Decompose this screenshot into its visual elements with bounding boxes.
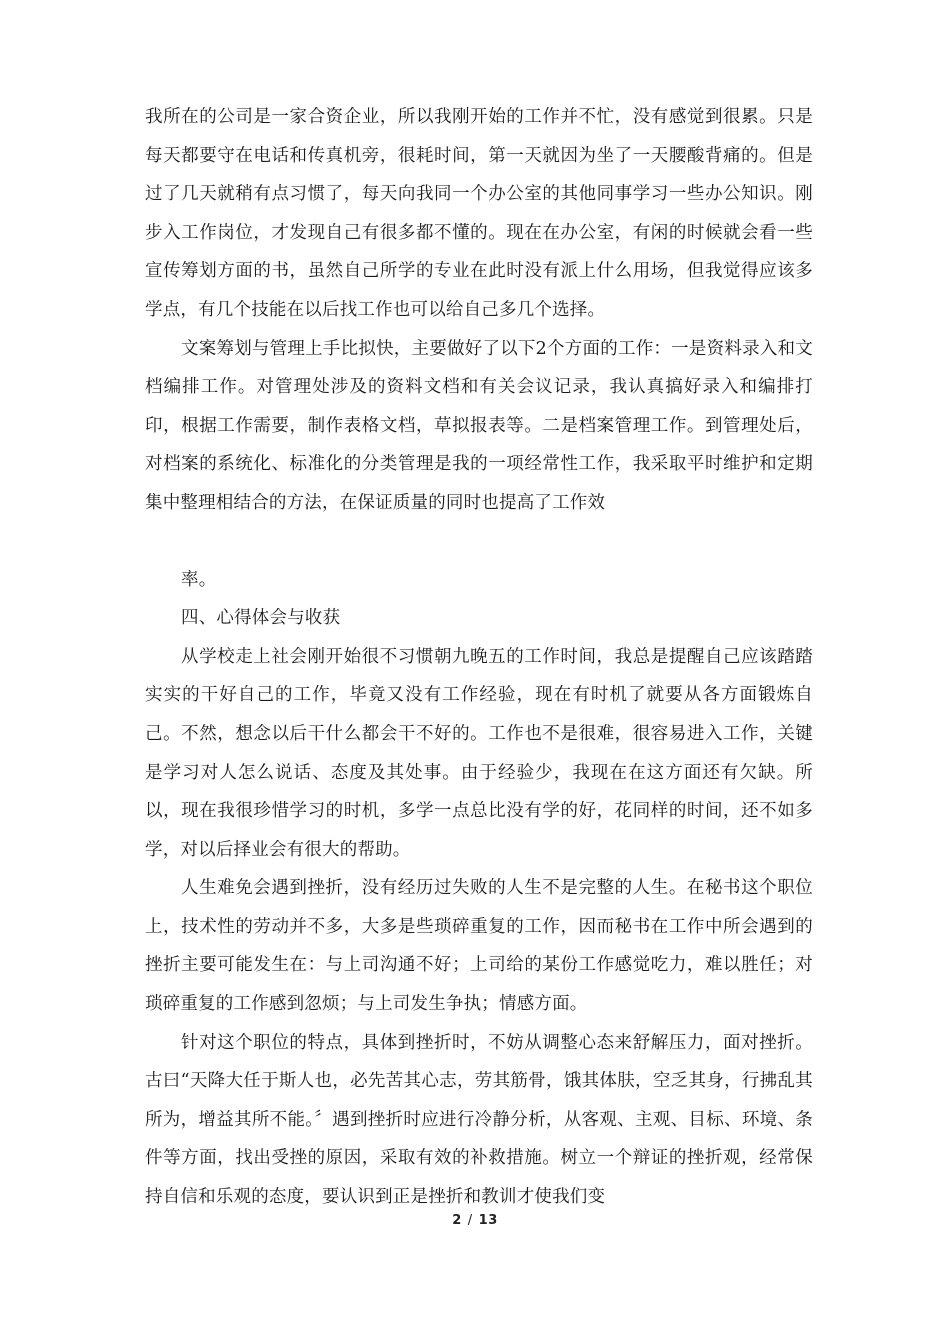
page-separator: / <box>467 1213 473 1228</box>
section-heading: 四、心得体会与收获 <box>181 608 341 629</box>
current-page-number: 2 <box>452 1213 462 1228</box>
paragraph-setbacks: 人生难免会遇到挫折，没有经历过失败的人生不是完整的人生。在秘书这个职位上，技术性的劳动并不多，大多是些琐碎重复的工作，因而秘书在工作中所会遇到的挫折主要可能发生在：与上司沟通不好；上司给的某份工作感觉吃力，难以胜任；对琐碎重复的工作感到忽烦；与上司发生争执；情感方面。 <box>145 878 813 1015</box>
paragraph-experience: 从学校走上社会刚开始很不习惯朝九晚五的工作时间，我总是提醒自己应该踏踏实实的干好自己的工作，毕竟又没有工作经验，现在有时机了就要从各方面锻炼自己。不然，想念以后干什么都会干不好的。工作也不是很难，很容易进入工作，关键是学习对人怎么说话、态度及其处事。由于经验少，我现在在这方面还有欠缺。所以，现在我很珍惜学习的时机，多学一点总比没有学的好，花同样的时间，还不如多学，对以后择业会有很大的帮助。 <box>145 646 813 860</box>
paragraph-copywriting-work: 文案筹划与管理上手比拟快，主要做好了以下2个方面的工作：一是资料录入和文档编排工作。对管理处涉及的资料文档和有关会议记录，我认真搞好录入和编排打印，根据工作需要，制作表格文档，草拟报表等。二是档案管理工作。到管理处后，对档案的系统化、标准化的分类管理是我的一项经常性工作，我采取平时维护和定期集中整理相结合的方法，在保证质量的同时也提高了工作效 <box>145 338 813 513</box>
paragraph-coping: 针对这个职位的特点，具体到挫折时，不妨从调整心态来舒解压力，面对挫折。古曰“天降大任于斯人也，必先苦其心志，劳其筋骨，饿其体肤，空乏其身，行拂乱其所为，增益其所不能。〞遇到挫折时应进行冷静分析，从客观、主观、目标、环境、条件等方面，找出受挫的原因，采取有效的补救措施。树立一个辩证的挫折观，经常保持自信和乐观的态度，要认识到正是挫折和教训才使我们变 <box>145 1032 813 1208</box>
page-number <box>0 1213 950 1228</box>
total-pages-number: 13 <box>478 1213 498 1228</box>
paragraph-company-intro: 我所在的公司是一家合资企业，所以我刚开始的工作并不忙，没有感觉到很累。只是每天都要守在电话和传真机旁，很耗时间，第一天就因为坐了一天腰酸背痛的。但是过了几天就稍有点习惯了，每天向我同一个办公室的其他同事学习一些办公知识。刚步入工作岗位，才发现自己有很多都不懂的。现在在办公室，有闲的时候就会看一些宣传筹划方面的书，虽然自己所学的专业在此时没有派上什么用场，但我觉得应该多学点，有几个技能在以后找工作也可以给自己多几个选择。 <box>145 107 813 320</box>
paragraph-continuation: 率。 <box>181 569 217 590</box>
body-text <box>145 98 813 1217</box>
